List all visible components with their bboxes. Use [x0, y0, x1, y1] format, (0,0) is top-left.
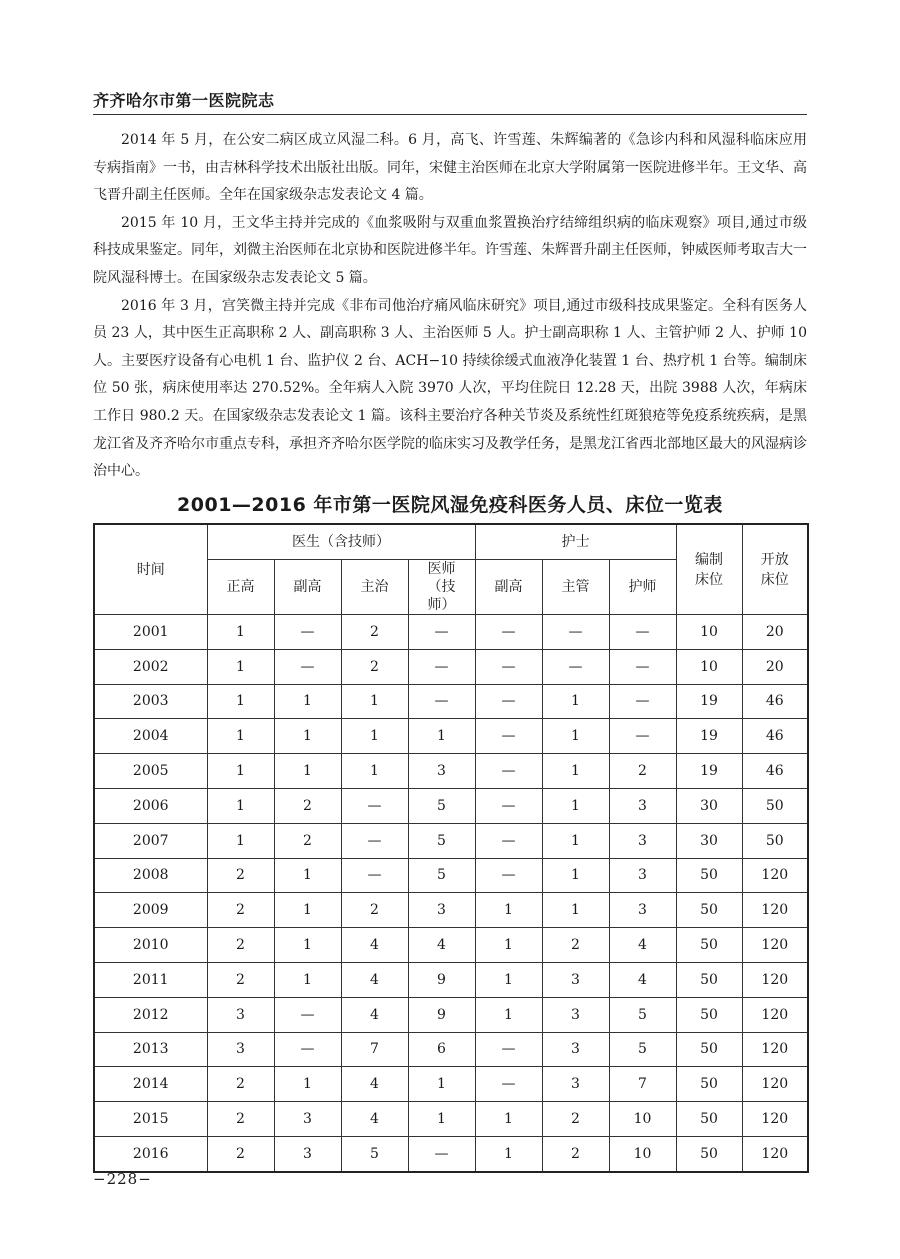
table-row [94, 615, 808, 650]
table-cell: 1 [475, 928, 542, 963]
table-cell: 1 [207, 649, 274, 684]
table-cell: 2 [274, 788, 341, 823]
table-cell: — [609, 684, 676, 719]
header-doctor-group: 医生（含技师） [207, 524, 475, 560]
table-cell: — [274, 615, 341, 650]
table-cell: 3 [609, 893, 676, 928]
table-cell: 1 [274, 928, 341, 963]
table-cell: 50 [676, 893, 742, 928]
header-nurse-group: 护士 [475, 524, 676, 560]
table-cell: 46 [742, 719, 808, 754]
table-cell: 2 [207, 1067, 274, 1102]
table-cell: 3 [542, 962, 609, 997]
table-cell: — [609, 719, 676, 754]
table-row [94, 928, 808, 963]
table-cell: — [274, 997, 341, 1032]
table-row [94, 1067, 808, 1102]
table-cell: 3 [408, 893, 475, 928]
table-cell: 5 [408, 823, 475, 858]
table-cell: — [341, 788, 408, 823]
table-cell: — [475, 649, 542, 684]
table-cell: 120 [742, 1136, 808, 1171]
year-cell: 2005 [94, 754, 207, 789]
year-cell: 2006 [94, 788, 207, 823]
header-time: 时间 [94, 524, 207, 615]
table-cell: 7 [609, 1067, 676, 1102]
table-cell: 30 [676, 788, 742, 823]
year-cell: 2010 [94, 928, 207, 963]
table-row [94, 788, 808, 823]
table-cell: 50 [676, 1102, 742, 1137]
table-row [94, 1102, 808, 1137]
table-cell: 3 [542, 997, 609, 1032]
table-row [94, 649, 808, 684]
table-cell: 120 [742, 1102, 808, 1137]
table-cell: 4 [341, 1067, 408, 1102]
table-cell: 4 [341, 928, 408, 963]
table-cell: 2 [207, 1136, 274, 1171]
table-cell: — [475, 1067, 542, 1102]
table-cell: 1 [542, 684, 609, 719]
year-cell: 2003 [94, 684, 207, 719]
table-cell: 2 [341, 893, 408, 928]
table-row [94, 962, 808, 997]
table-cell: 1 [542, 858, 609, 893]
table-cell: 3 [207, 997, 274, 1032]
paragraph-2014: 2014 年 5 月，在公安二病区成立风湿二科。6 月，高飞、许雪莲、朱辉编著的《急诊内科和风湿科临床应用专病指南》一书，由吉林科学技术出版社出版。同年，宋健主治医师在北京大学附属第一医院进修半年。王文华、高飞晋升副主任医师。全年在国家级杂志发表论文 4 篇。 [93, 132, 807, 204]
table-cell: 50 [676, 928, 742, 963]
header-nurse-associate: 副高 [475, 560, 542, 615]
header-doctor-senior: 正高 [207, 560, 274, 615]
table-cell: 1 [341, 719, 408, 754]
table-cell: 50 [676, 1032, 742, 1067]
table-cell: 2 [542, 1136, 609, 1171]
header-doctor-resident [408, 560, 475, 615]
table-cell: 1 [542, 719, 609, 754]
body-text [93, 127, 807, 486]
table-cell: 4 [408, 928, 475, 963]
table-cell: 5 [408, 858, 475, 893]
table-cell: 50 [676, 962, 742, 997]
table-cell: 1 [207, 719, 274, 754]
table-cell: 19 [676, 684, 742, 719]
table-cell: 3 [609, 788, 676, 823]
table-row [94, 684, 808, 719]
table-cell: 120 [742, 962, 808, 997]
table-cell: 2 [609, 754, 676, 789]
table-row [94, 997, 808, 1032]
table-cell: 50 [676, 1067, 742, 1102]
year-cell: 2008 [94, 858, 207, 893]
table-cell: 46 [742, 684, 808, 719]
table-cell: 10 [609, 1136, 676, 1171]
table-cell: 120 [742, 1067, 808, 1102]
table-cell: — [542, 649, 609, 684]
table-row [94, 893, 808, 928]
table-cell: 7 [341, 1032, 408, 1067]
table-cell: 4 [341, 997, 408, 1032]
table-cell: 30 [676, 823, 742, 858]
table-cell: 1 [341, 754, 408, 789]
table-cell: 50 [676, 997, 742, 1032]
year-cell: 2016 [94, 1136, 207, 1171]
table-cell: 120 [742, 1032, 808, 1067]
table-cell: 2 [542, 1102, 609, 1137]
table-cell: 3 [274, 1102, 341, 1137]
table-cell: 1 [274, 893, 341, 928]
table-cell: 1 [542, 823, 609, 858]
table-row [94, 754, 808, 789]
table-row [94, 1032, 808, 1067]
table-cell: 1 [475, 1102, 542, 1137]
table-title: 2001—2016 年市第一医院风湿免疫科医务人员、床位一览表 [177, 494, 723, 516]
table-cell: 1 [207, 788, 274, 823]
table-row [94, 719, 808, 754]
table-cell: 50 [742, 788, 808, 823]
table-cell: 1 [408, 719, 475, 754]
table-cell: 1 [475, 893, 542, 928]
table-cell: 19 [676, 719, 742, 754]
table-cell: 1 [207, 754, 274, 789]
table-cell: — [475, 1032, 542, 1067]
table-cell: — [475, 615, 542, 650]
table-cell: 2 [341, 649, 408, 684]
table-cell: 9 [408, 997, 475, 1032]
table-cell: 20 [742, 615, 808, 650]
table-cell: 3 [207, 1032, 274, 1067]
year-cell: 2011 [94, 962, 207, 997]
table-cell: — [475, 788, 542, 823]
table-cell: 1 [408, 1067, 475, 1102]
table-cell: 1 [207, 615, 274, 650]
header-row-1 [94, 524, 808, 560]
year-cell: 2012 [94, 997, 207, 1032]
table-cell: 3 [274, 1136, 341, 1171]
year-cell: 2014 [94, 1067, 207, 1102]
table-cell: 120 [742, 928, 808, 963]
table-cell: 4 [341, 962, 408, 997]
year-cell: 2002 [94, 649, 207, 684]
table-cell: — [408, 615, 475, 650]
table-cell: 2 [207, 1102, 274, 1137]
table-cell: — [475, 719, 542, 754]
table-cell: — [408, 649, 475, 684]
table-cell: 1 [475, 1136, 542, 1171]
table-cell: 4 [341, 1102, 408, 1137]
table-row [94, 823, 808, 858]
table-cell: 5 [341, 1136, 408, 1171]
table-cell: — [274, 649, 341, 684]
table-cell: 5 [609, 997, 676, 1032]
table-cell: 120 [742, 893, 808, 928]
staff-beds-table [93, 523, 809, 1173]
table-cell: 2 [274, 823, 341, 858]
table-cell: 5 [408, 788, 475, 823]
table-cell: 1 [207, 684, 274, 719]
table-cell: — [475, 684, 542, 719]
table-row [94, 1136, 808, 1171]
table-cell: 3 [542, 1032, 609, 1067]
table-cell: 3 [542, 1067, 609, 1102]
page-number: −228− [93, 1170, 152, 1188]
table-cell: 1 [274, 754, 341, 789]
table-cell: — [274, 1032, 341, 1067]
table-cell: 1 [542, 893, 609, 928]
table-cell: 2 [341, 615, 408, 650]
table-cell: 10 [676, 649, 742, 684]
table-cell: 1 [475, 997, 542, 1032]
table-cell: 120 [742, 997, 808, 1032]
year-cell: 2004 [94, 719, 207, 754]
year-cell: 2009 [94, 893, 207, 928]
table-cell: — [475, 754, 542, 789]
table-cell: 50 [742, 823, 808, 858]
table-cell: 1 [207, 823, 274, 858]
header-planned-beds [676, 524, 742, 615]
paragraph-2016: 2016 年 3 月，宫笑微主持并完成《非布司他治疗痛风临床研究》项目,通过市级科技成果鉴定。全科有医务人员 23 人，其中医生正高职称 2 人、副高职称 3 人、主治医师 5 人。护士副高职称 1 人、主管护师 2 人、护师 10 人。主要医疗设备有心电机 1 台、监护仪 2 台、ACH−10 持续徐缓式血液净化装置 1 台、热疗机 1 台等。编制床位 50 张，病床使用率达 270.52%。全年病人入院 3970 人次，平均住院日 12.28 天，出院 3988 人次，年病床工作日 980.2 天。在国家级杂志发表论文 1 篇。该科主要治疗各种关节炎及系统性红斑狼疮等免疫系统疾病，是黑龙江省及齐齐哈尔市重点专科，承担齐齐哈尔医学院的临床实习及教学任务，是黑龙江省西北部地区最大的风湿病诊治中心。 [93, 297, 807, 480]
table-cell: — [475, 823, 542, 858]
year-cell: 2013 [94, 1032, 207, 1067]
table-cell: — [408, 1136, 475, 1171]
table-cell: 120 [742, 858, 808, 893]
table-cell: 2 [542, 928, 609, 963]
table-cell: 1 [341, 684, 408, 719]
year-cell: 2015 [94, 1102, 207, 1137]
table-cell: 3 [609, 858, 676, 893]
year-cell: 2007 [94, 823, 207, 858]
table-cell: — [341, 858, 408, 893]
table-cell: 50 [676, 858, 742, 893]
header-divider [93, 114, 807, 115]
header-doctor-resident-label: 医师（技师） [427, 561, 456, 613]
table-cell: — [408, 684, 475, 719]
table-cell: 1 [274, 684, 341, 719]
table-cell: 1 [274, 962, 341, 997]
table-cell: 2 [207, 893, 274, 928]
table-cell: 50 [676, 1136, 742, 1171]
table-cell: 10 [676, 615, 742, 650]
paragraph-2015: 2015 年 10 月，王文华主持并完成的《血浆吸附与双重血浆置换治疗结缔组织病的临床观察》项目,通过市级科技成果鉴定。同年，刘微主治医师在北京协和医院进修半年。许雪莲、朱辉晋升副主任医师，钟威医师考取吉大一院风湿科博士。在国家级杂志发表论文 5 篇。 [93, 214, 807, 286]
table-cell: 1 [475, 962, 542, 997]
table-cell: — [341, 823, 408, 858]
table-row [94, 858, 808, 893]
running-header: 齐齐哈尔市第一医院院志 [93, 91, 275, 110]
table-cell: 2 [207, 858, 274, 893]
table-cell: — [609, 649, 676, 684]
header-planned-beds-label: 编制床位 [695, 551, 724, 588]
table-cell: 5 [609, 1032, 676, 1067]
table-cell: 2 [207, 962, 274, 997]
table-cell: 3 [609, 823, 676, 858]
header-doctor-attending: 主治 [341, 560, 408, 615]
table-cell: 4 [609, 962, 676, 997]
table-cell: 2 [207, 928, 274, 963]
header-nurse-practitioner: 护师 [609, 560, 676, 615]
table-cell: 4 [609, 928, 676, 963]
table-cell: 9 [408, 962, 475, 997]
table-cell: — [475, 858, 542, 893]
table-cell: 1 [408, 1102, 475, 1137]
table-cell: 1 [542, 754, 609, 789]
table-cell: 46 [742, 754, 808, 789]
header-nurse-charge: 主管 [542, 560, 609, 615]
header-open-beds [742, 524, 808, 615]
table-cell: 3 [408, 754, 475, 789]
table-cell: 6 [408, 1032, 475, 1067]
header-doctor-associate: 副高 [274, 560, 341, 615]
table-cell: — [542, 615, 609, 650]
table-cell: 10 [609, 1102, 676, 1137]
table-cell: 19 [676, 754, 742, 789]
table-cell: 1 [542, 788, 609, 823]
table-cell: 1 [274, 858, 341, 893]
table-cell: — [609, 615, 676, 650]
year-cell: 2001 [94, 615, 207, 650]
table-cell: 1 [274, 719, 341, 754]
table-cell: 1 [274, 1067, 341, 1102]
table-cell: 20 [742, 649, 808, 684]
header-open-beds-label: 开放床位 [760, 551, 789, 588]
